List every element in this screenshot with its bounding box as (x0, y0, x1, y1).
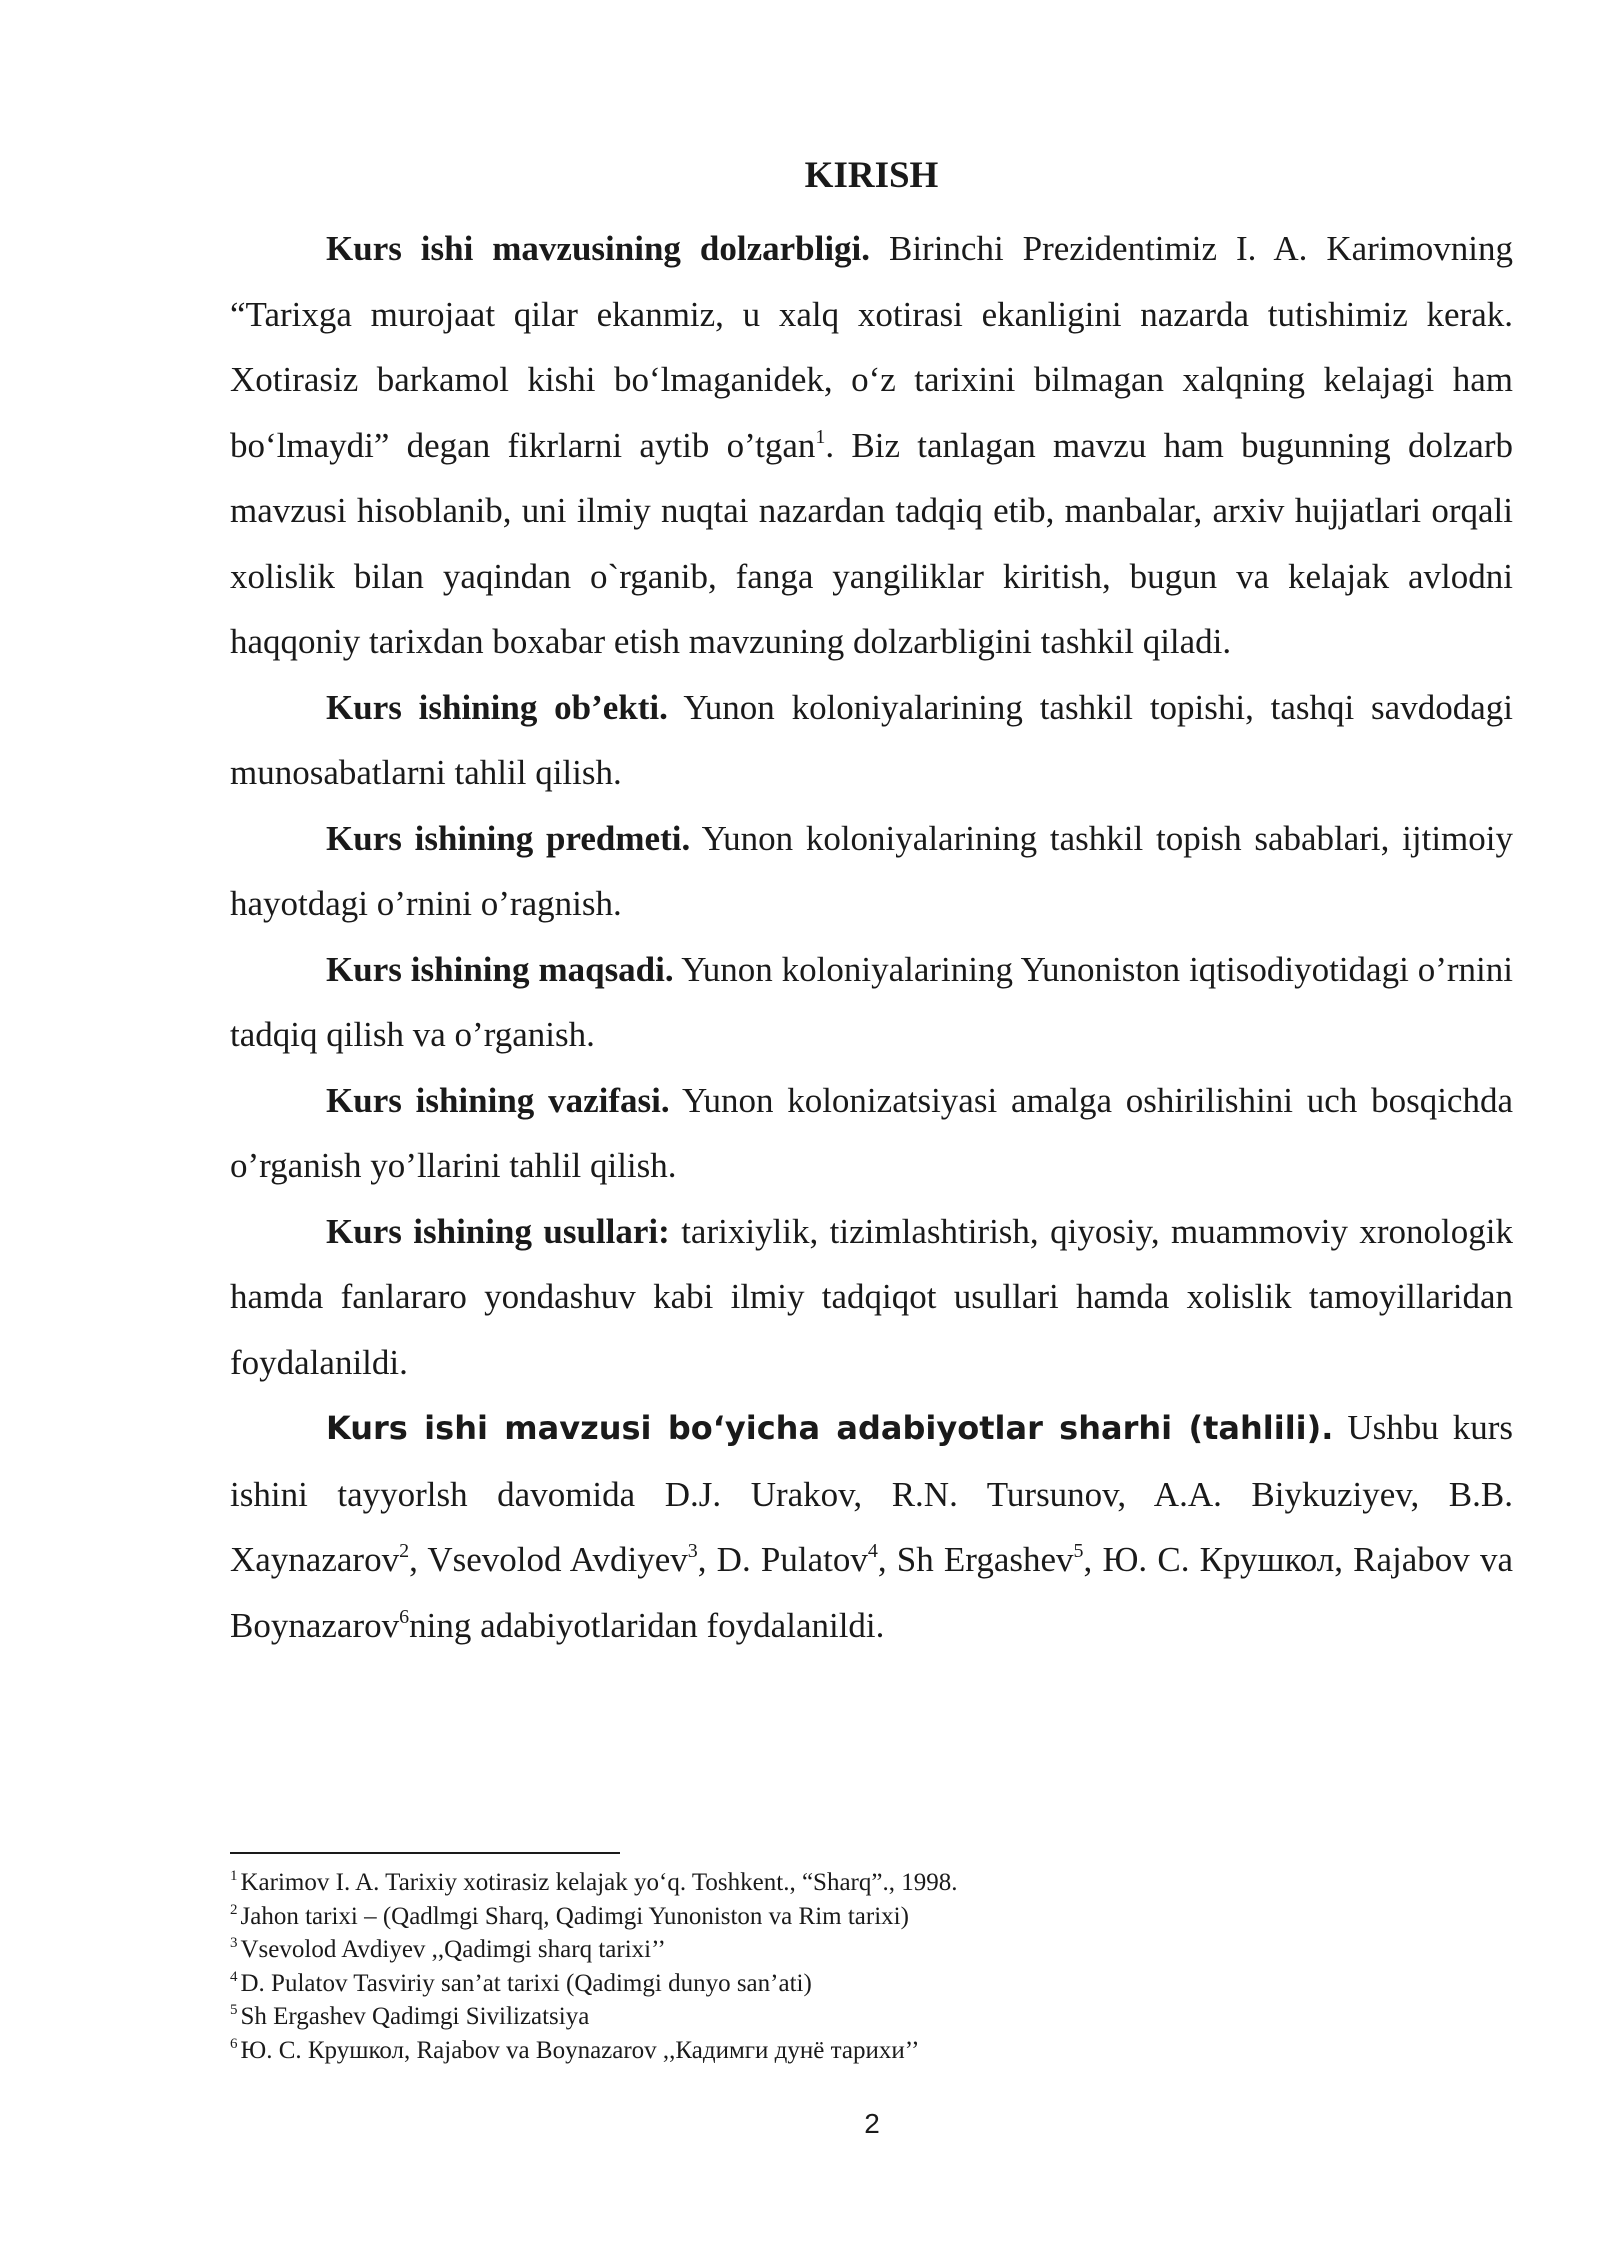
body-text (230, 216, 1513, 1658)
paragraph-lead: Kurs ishi mavzusining dolzarbligi. (326, 229, 871, 268)
footnote-number: 2 (230, 1901, 238, 1918)
paragraph-text: Yunon koloniyalarining tashkil topishi, tashqi savdodagi munosabatlarni tahlil qilish. (230, 687, 1513, 792)
footnote-number: 3 (230, 1935, 238, 1951)
footnote-ref: 2 (399, 1540, 410, 1562)
footnote-text: Vsevolod Avdiyev ,,Qadimgi sharq tarixi’’ (240, 1936, 666, 1963)
paragraph-text: , Sh Ergashev (877, 1540, 1074, 1579)
footnote-text: Jahon tarixi – (Qadlmgi Sharq, Qadimgi Yunoniston va Rim tarixi) (240, 1902, 909, 1930)
paragraph-text: tarixiylik, tizimlashtirish, qiyosiy, muammoviy xronologik hamda fanlararo yondashuv kabi ilmiy tadqiqot usullari hamda xolislik tamoyillaridan foydalanildi. (230, 1211, 1513, 1382)
footnote-item (230, 2034, 1513, 2068)
paragraph-lead: Kurs ishi mavzusi bo‘yicha adabiyotlar sharhi (tahlili). (326, 1409, 1334, 1447)
document-page (230, 150, 1513, 1658)
paragraph-text: Yunon kolonizatsiyasi amalga oshirilishini uch bosqichda o’rganish yo’llarini tahlil qilish. (230, 1080, 1513, 1185)
paragraph-text: Birinchi Prezidentimiz I. A. Karimovning “Tarixga murojaat qilar ekanmiz, u xalq xotirasi ekanligini nazarda tutishimiz kerak. Xotirasiz barkamol kishi bo‘lmaganidek, o‘z tarixini bilmagan xalqning kelajagi ham bo‘lmaydi” degan fikrlarni aytib o’tgan (230, 229, 1513, 465)
footnote-ref: 1 (815, 425, 826, 448)
paragraph-goal (230, 937, 1513, 1068)
footnotes (230, 1852, 1513, 2067)
footnote-text: D. Pulatov Tasviriy san’at tarixi (Qadimgi dunyo san’ati) (240, 1969, 812, 1997)
footnote-ref: 3 (687, 1540, 698, 1562)
footnote-ref: 6 (399, 1605, 410, 1628)
footnote-item (230, 2000, 1513, 2034)
footnote-item (230, 1866, 1513, 1900)
footnote-ref: 5 (1073, 1540, 1084, 1562)
paragraph-text: Yunon koloniyalarining tashkil topish sabablari, ijtimoiy hayotdagi o’rnini o’ragnish. (230, 818, 1513, 923)
footnote-ref: 4 (867, 1540, 878, 1562)
footnote-text: Karimov I. A. Tarixiy xotirasiz kelajak yo‘q. Toshkent., “Sharq”., 1998. (240, 1869, 958, 1896)
footnote-item (230, 1967, 1513, 2001)
paragraph-text: Yunon koloniyalarining Yunoniston iqtisodiyotidagi o’rnini tadqiq qilish va o’rganish. (230, 949, 1514, 1054)
paragraph-text: Ushbu kurs ishini tayyorlsh davomida D.J. Urakov, R.N. Tursunov, A.A. Biykuziyev, B.B. Xaynazarov (230, 1408, 1513, 1579)
paragraph-lead: Kurs ishining ob’ekti. (326, 687, 668, 727)
paragraph-text: ning adabiyotlaridan foydalanildi. (409, 1605, 885, 1645)
paragraph-text: , D. Pulatov (697, 1540, 868, 1579)
footnote-number: 5 (230, 2002, 238, 2018)
paragraph-text: , Vsevolod Avdiyev (409, 1540, 688, 1579)
footnote-text: Sh Ergashev Qadimgi Sivilizatsiya (240, 2003, 590, 2030)
paragraph-lead: Kurs ishining maqsadi. (326, 949, 674, 989)
paragraph-relevance (230, 216, 1513, 675)
footnote-number: 4 (230, 1968, 238, 1985)
paragraph-lead: Kurs ishining usullari: (326, 1211, 670, 1251)
page-heading: KIRISH (804, 155, 939, 196)
footnote-separator (230, 1852, 620, 1854)
paragraph-methods (230, 1199, 1513, 1396)
paragraph-text: , Ю. С. Крушкол, Rajabov va Boynazarov (230, 1540, 1513, 1645)
paragraph-literature (230, 1395, 1513, 1658)
paragraph-subject (230, 806, 1513, 937)
paragraph-tasks (230, 1068, 1513, 1199)
paragraph-text: . Biz tanlagan mavzu ham bugunning dolzarb mavzusi hisoblanib, uni ilmiy nuqtai nazardan tadqiq etib, manbalar, arxiv hujjatlari orqali xolislik bilan yaqindan o`rganib, fanga yangiliklar kiritish, bugun va kelajak avlodni haqqoniy tarixdan boxabar etish mavzuning dolzarbligini tashkil qiladi. (230, 425, 1513, 661)
paragraph-lead: Kurs ishining vazifasi. (326, 1080, 670, 1120)
paragraph-lead: Kurs ishining predmeti. (326, 818, 691, 858)
footnote-item (230, 1900, 1513, 1934)
footnote-text: Ю. С. Крушкол, Rajabov va Boynazarov ,,Кадимги дунё тарихи’’ (240, 2036, 920, 2064)
footnote-number: 1 (230, 1868, 238, 1884)
page-number: 2 (864, 2108, 880, 2139)
paragraph-object (230, 675, 1513, 806)
footnote-item (230, 1933, 1513, 1967)
footnote-number: 6 (230, 2035, 238, 2052)
